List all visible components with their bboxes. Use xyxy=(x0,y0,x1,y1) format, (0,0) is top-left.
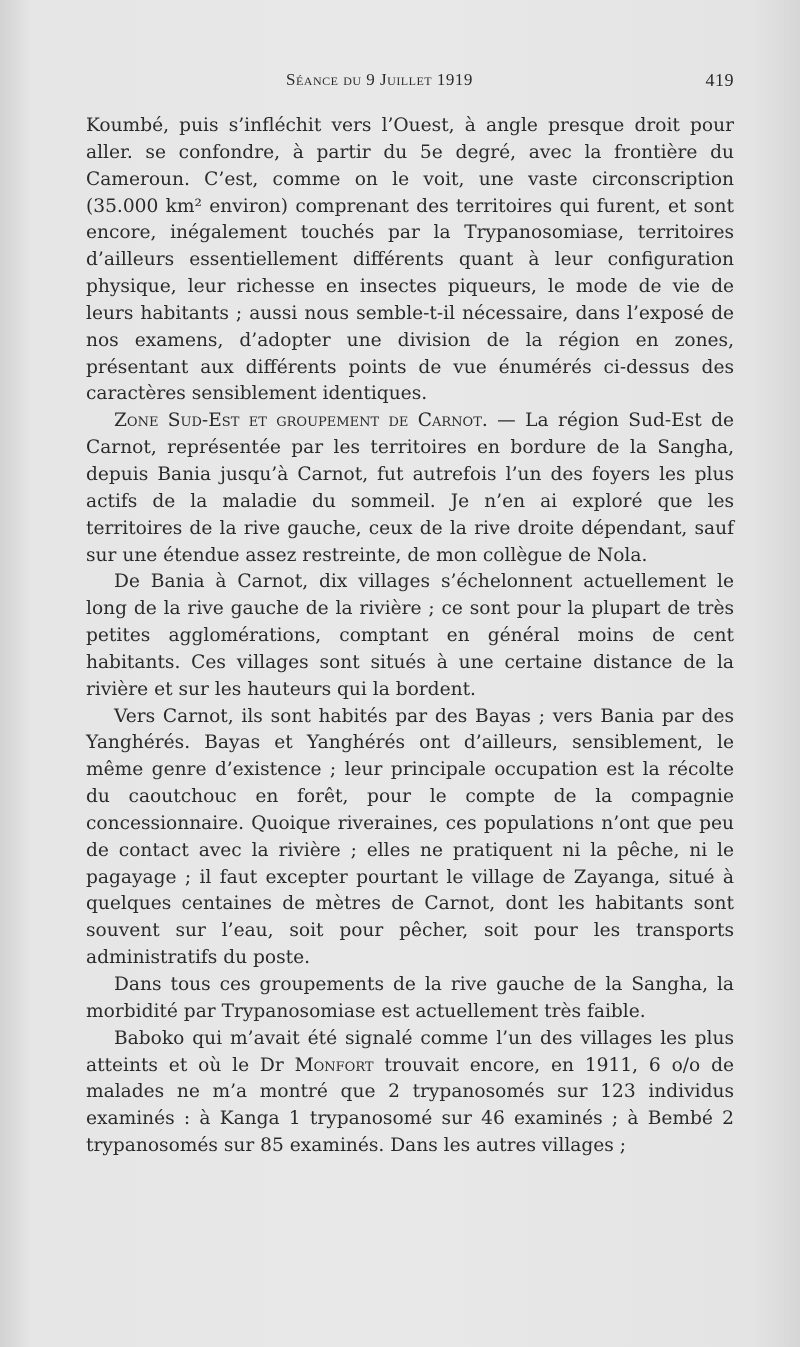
paragraph-text: trouvait encore, en 1911, 6 o/o de malades ne m’a montré que 2 trypanosomés sur 123 individus examinés : à Kanga 1 trypanosomé sur 46 examinés ; à Bembé 2 trypanosomés sur 85 examinés. Dans les autres villages ; xyxy=(86,1054,734,1157)
paragraph-text: Baboko qui m’avait été signalé comme l’un des villages les plus atteints et où le Dr xyxy=(86,1027,734,1076)
paragraph-text: Koumbé, puis s’infléchit vers l’Ouest, à angle presque droit pour aller. se confondre, à partir du 5e degré, avec la frontière du Cameroun. C’est, comme on le voit, une vaste circonscription (35.000 km² environ) comprenant des territoires qui furent, et sont encore, inégalement touchés par la Trypanosomiase, territoires d’ailleurs essentiellement différents quant à leur configuration physique, leur richesse en insectes piqueurs, le mode de vie de leurs habitants ; aussi nous semble-t-il nécessaire, dans l’exposé de nos examens, d’adopter une division de la région en zones, présentant aux différents points de vue énumérés ci-dessus des caractères sensiblement identiques. xyxy=(86,115,734,405)
paragraph-6 xyxy=(86,1026,734,1160)
page-header xyxy=(86,66,736,96)
body-text xyxy=(86,113,734,1160)
paragraph-4 xyxy=(86,704,734,972)
paragraph-5 xyxy=(86,972,734,1026)
paragraph-text: Dans tous ces groupements de la rive gauche de la Sangha, la morbidité par Trypanosomiase est actuellement très faible. xyxy=(86,974,734,1022)
person-name: Monfort xyxy=(294,1054,374,1076)
paragraph-2 xyxy=(86,408,734,569)
paragraph-text: De Bania à Carnot, dix villages s’échelonnent actuellement le long de la rive gauche de la rivière ; ce sont pour la plupart de très petites agglomérations, comptant en général moins de cent habitants. Ces villages sont situés à une certaine distance de la rivière et sur les hauteurs qui la bordent. xyxy=(86,571,734,700)
paragraph-3 xyxy=(86,569,734,703)
running-head: Séance du 9 Juillet 1919 xyxy=(286,70,473,89)
section-heading: Zone Sud-Est et groupement de Carnot. xyxy=(114,410,488,432)
page-number: 419 xyxy=(705,70,734,90)
paragraph-text: — La région Sud-Est de Carnot, représentée par les territoires en bordure de la Sangha, depuis Bania jusqu’à Carnot, fut autrefois l’un des foyers les plus actifs de la maladie du sommeil. Je n’en ai exploré que les territoires de la rive gauche, ceux de la rive droite dépendant, sauf sur une étendue assez restreinte, de mon collègue de Nola. xyxy=(86,410,734,566)
paragraph-1 xyxy=(86,113,734,408)
paragraph-text: Vers Carnot, ils sont habités par des Bayas ; vers Bania par des Yanghérés. Bayas et Yanghérés ont d’ailleurs, sensiblement, le même genre d’existence ; leur principale occupation est la récolte du caoutchouc en forêt, pour le compte de la compagnie concessionnaire. Quoique riveraines, ces populations n’ont que peu de contact avec la rivière ; elles ne pratiquent ni la pêche, ni le pagayage ; il faut excepter pourtant le village de Zayanga, situé à quelques centaines de mètres de Carnot, dont les habitants sont souvent sur l’eau, soit pour pêcher, soit pour les transports administratifs du poste. xyxy=(86,705,734,969)
